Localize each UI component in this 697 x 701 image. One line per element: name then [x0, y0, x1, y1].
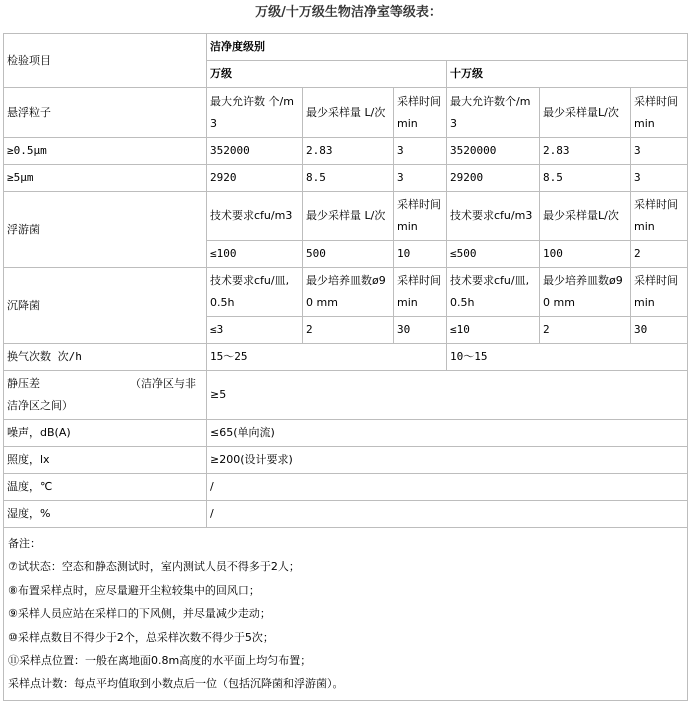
note-line: 采样点计数：每点平均值取到小数点后一位（包括沉降菌和浮游菌）。: [8, 677, 344, 691]
air-changes-label: 换气次数 次/h: [4, 344, 207, 371]
table-cell: 3: [394, 138, 447, 165]
note-line: ⑧布置采样点时，应尽量避开尘粒较集中的回风口；: [8, 583, 260, 597]
header-grade-100k: 十万级: [447, 61, 688, 88]
table-cell: 2: [540, 317, 631, 344]
temperature-value: /: [207, 474, 688, 501]
airborne-col-time-b: 采样时间min: [631, 192, 688, 241]
airborne-col-volume-b: 最少采样量L/次: [540, 192, 631, 241]
table-cell: 8.5: [540, 165, 631, 192]
particles-col-max-b: 最大允许数个/m3: [447, 88, 540, 138]
pressure-label: [4, 371, 207, 420]
table-cell: 2920: [207, 165, 303, 192]
table-cell: ≤10: [447, 317, 540, 344]
particle-size-label: ≥5μm: [4, 165, 207, 192]
illuminance-value: ≥200(设计要求): [207, 447, 688, 474]
temperature-label: 温度，℃: [4, 474, 207, 501]
table-row: [4, 371, 688, 420]
table-cell: 10: [394, 241, 447, 268]
airborne-col-time: 采样时间min: [394, 192, 447, 241]
table-row: [4, 138, 688, 165]
cleanroom-grade-table: [3, 33, 688, 701]
header-item: 检验项目: [4, 34, 207, 88]
particles-col-time-b: 采样时间min: [631, 88, 688, 138]
humidity-value: /: [207, 501, 688, 528]
notes: [4, 528, 688, 701]
settling-col-dishes-b: 最少培养皿数ø90 mm: [540, 268, 631, 317]
table-cell: 3520000: [447, 138, 540, 165]
particles-label: 悬浮粒子: [4, 88, 207, 138]
table-cell: 100: [540, 241, 631, 268]
header-grade-label: 洁净度级别: [207, 34, 688, 61]
airborne-col-req: 技术要求cfu/m3: [207, 192, 303, 241]
noise-value: ≤65(单向流): [207, 420, 688, 447]
note-line: ⑩采样点数目不得少于2个，总采样次数不得少于5次；: [8, 630, 274, 644]
note-line: ⑪采样点位置：一般在离地面0.8m高度的水平面上均匀布置；: [8, 654, 312, 668]
air-changes-10k: 15～25: [207, 344, 447, 371]
pressure-value: ≥5: [207, 371, 688, 420]
table-row: [4, 165, 688, 192]
table-cell: ≤500: [447, 241, 540, 268]
airborne-col-req-b: 技术要求cfu/m3: [447, 192, 540, 241]
table-cell: 8.5: [303, 165, 394, 192]
settling-col-req: 技术要求cfu/皿,0.5h: [207, 268, 303, 317]
table-cell: 29200: [447, 165, 540, 192]
table-cell: ≤100: [207, 241, 303, 268]
table-cell: 2: [303, 317, 394, 344]
pressure-label-note: （洁净区与非洁净区之间）: [7, 377, 196, 412]
settling-col-req-b: 技术要求cfu/皿,0.5h: [447, 268, 540, 317]
table-row: [4, 420, 688, 447]
particles-col-max: 最大允许数 个/m3: [207, 88, 303, 138]
header-grade-10k: 万级: [207, 61, 447, 88]
noise-label: 噪声，dB(A): [4, 420, 207, 447]
note-line: ⑦试状态：空态和静态测试时，室内测试人员不得多于2人；: [8, 560, 300, 574]
particle-size-label: ≥0.5μm: [4, 138, 207, 165]
airborne-col-volume: 最少采样量 L/次: [303, 192, 394, 241]
settling-col-time-b: 采样时间min: [631, 268, 688, 317]
notes-row: [4, 528, 688, 701]
page-title: 万级/十万级生物洁净室等级表：: [255, 5, 442, 20]
table-cell: 2.83: [303, 138, 394, 165]
table-cell: 3: [394, 165, 447, 192]
air-changes-100k: 10～15: [447, 344, 688, 371]
table-cell: 500: [303, 241, 394, 268]
pressure-label-name: 静压差: [7, 377, 40, 390]
table-cell: ≤3: [207, 317, 303, 344]
particles-col-time: 采样时间min: [394, 88, 447, 138]
table-row: [4, 447, 688, 474]
notes-heading: 备注：: [8, 537, 41, 550]
illuminance-label: 照度，lx: [4, 447, 207, 474]
particles-col-volume-b: 最少采样量L/次: [540, 88, 631, 138]
table-cell: 2: [631, 241, 688, 268]
particles-col-volume: 最少采样量 L/次: [303, 88, 394, 138]
table-cell: 2.83: [540, 138, 631, 165]
table-cell: 352000: [207, 138, 303, 165]
table-cell: 3: [631, 138, 688, 165]
table-row: [4, 474, 688, 501]
settling-label: 沉降菌: [4, 268, 207, 344]
settling-col-time: 采样时间min: [394, 268, 447, 317]
table-cell: 3: [631, 165, 688, 192]
table-row: [4, 344, 688, 371]
note-line: ⑨采样人员应站在采样口的下风侧，并尽量减少走动；: [8, 607, 271, 621]
settling-col-dishes: 最少培养皿数ø90 mm: [303, 268, 394, 317]
table-row: [4, 501, 688, 528]
table-cell: 30: [394, 317, 447, 344]
airborne-label: 浮游菌: [4, 192, 207, 268]
table-cell: 30: [631, 317, 688, 344]
humidity-label: 湿度，%: [4, 501, 207, 528]
